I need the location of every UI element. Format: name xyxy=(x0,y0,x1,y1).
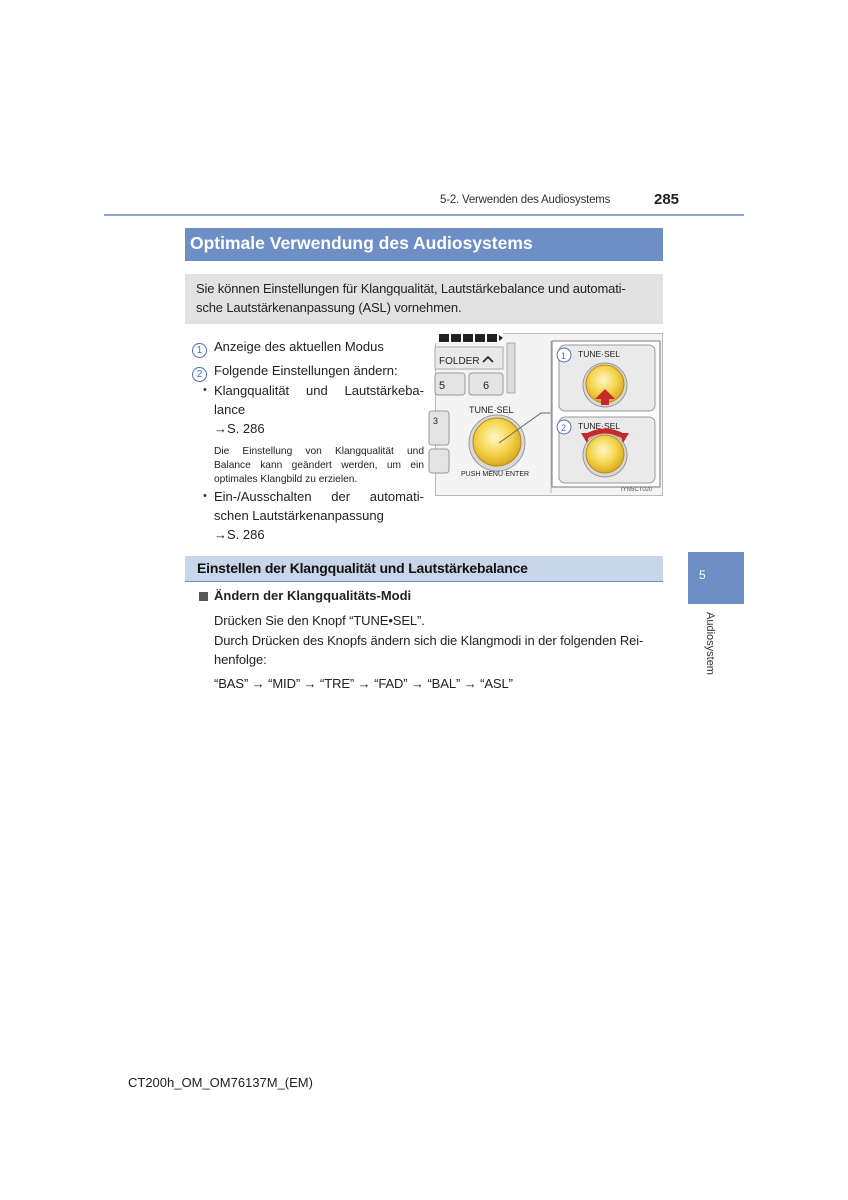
callout-1-label: TUNE·SEL xyxy=(578,349,621,359)
folder-label: FOLDER xyxy=(439,356,480,367)
subsection-title: Einstellen der Klangqualität und Lautstärkebalance xyxy=(197,560,528,576)
push-menu-label: PUSH MENU·ENTER xyxy=(461,471,530,478)
header-rule xyxy=(104,214,744,216)
subsection-heading: Ändern der Klangqualitäts-Modi xyxy=(214,588,412,603)
button-5-label: 5 xyxy=(439,380,446,392)
body-line-1: Drücken Sie den Knopf “TUNE•SEL”. xyxy=(214,613,425,628)
callout-2-number: 2 xyxy=(561,423,567,433)
intro-line-2: sche Lautstärkenanpassung (ASL) vornehmen. xyxy=(196,300,462,315)
knob-label: TUNE·SEL xyxy=(469,405,514,415)
chapter-label: Audiosystem xyxy=(704,612,716,675)
bullet-1-line-2: lance xyxy=(214,402,246,417)
item-2-text: Folgende Einstellungen ändern: xyxy=(214,363,398,378)
callout-2-label: TUNE·SEL xyxy=(578,421,621,431)
chapter-tab xyxy=(688,552,744,604)
item-1-text: Anzeige des aktuellen Modus xyxy=(214,339,384,354)
bullet-1: • xyxy=(203,384,207,396)
bullet-1-ref: →S. 286 xyxy=(214,421,265,436)
square-bullet-icon xyxy=(199,592,208,601)
item-2 xyxy=(192,364,207,382)
figure-code: IYN5CT020 xyxy=(621,487,653,493)
page-number: 285 xyxy=(654,191,680,208)
page-title: Optimale Verwendung des Audiosystems xyxy=(190,233,533,253)
button-3-label: 3 xyxy=(433,416,439,426)
chapter-number: 5 xyxy=(699,568,706,582)
tune-sel-illustration xyxy=(435,333,663,496)
body-line-3: henfolge: xyxy=(214,652,267,667)
note-line-1: Die Einstellung von Klangqualität und xyxy=(214,446,424,457)
header-section-title: 5-2. Verwenden des Audiosystems xyxy=(440,194,611,206)
note-line-3: optimales Klangbild zu erzielen. xyxy=(214,474,358,485)
callout-number-1: 1 xyxy=(192,343,207,358)
bullet-2-line-1: Ein-/Ausschalten der automati- xyxy=(214,489,424,504)
note-line-2: Balance kann geändert werden, um ein xyxy=(214,460,424,471)
footer-code: CT200h_OM_OM76137M_(EM) xyxy=(128,1075,313,1090)
callout-1-number: 1 xyxy=(561,351,567,361)
bullet-2-ref: →S. 286 xyxy=(214,527,265,542)
bullet-2: • xyxy=(203,490,207,502)
callout-number-2: 2 xyxy=(192,367,207,382)
bullet-1-line-1: Klangqualität und Lautstärkeba- xyxy=(214,383,424,398)
body-line-2: Durch Drücken des Knopfs ändern sich die Klangmodi in der folgenden Rei- xyxy=(214,633,644,648)
intro-line-1: Sie können Einstellungen für Klangqualität, Lautstärkebalance und automati- xyxy=(196,281,626,296)
item-1 xyxy=(192,340,207,358)
mode-sequence: “BAS” → “MID” → “TRE” → “FAD” → “BAL” → “ASL” xyxy=(214,676,513,691)
bullet-2-line-2: schen Lautstärkenanpassung xyxy=(214,508,384,523)
button-6-label: 6 xyxy=(483,380,490,392)
